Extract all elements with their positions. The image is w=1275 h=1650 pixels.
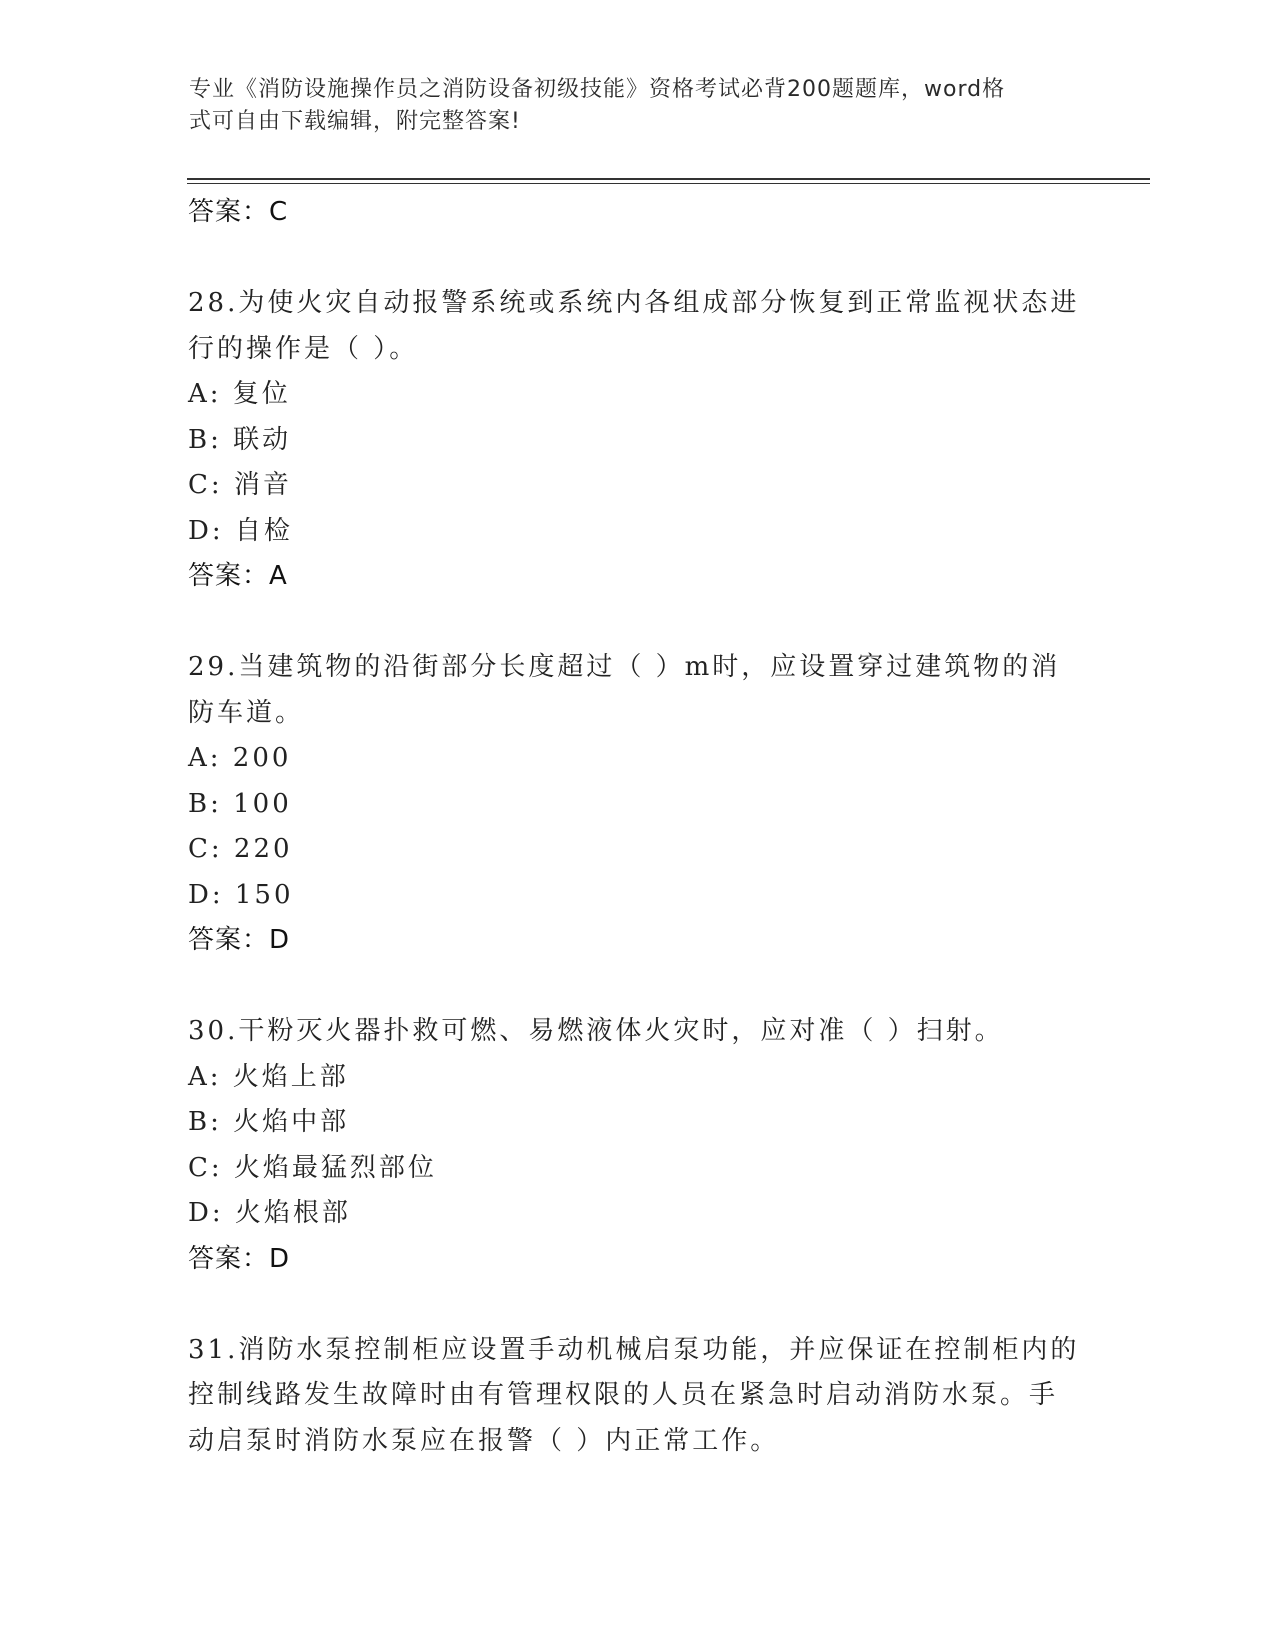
option-a: A: 200: [188, 743, 292, 773]
header-line-2: 式可自由下载编辑，附完整答案!: [189, 109, 521, 134]
question-stem-line: 30.干粉灭火器扑救可燃、易燃液体火灾时，应对准（ ）扫射。: [188, 1016, 1004, 1046]
option-c: C: 消音: [188, 470, 292, 500]
answer-line: 答案：D: [188, 925, 291, 955]
document-header: [189, 74, 1069, 138]
question-list: [188, 190, 1088, 1464]
option-b: B: 100: [188, 788, 292, 819]
header-line-1: 专业《消防设施操作员之消防设备初级技能》资格考试必背200题题库，word格: [189, 77, 1006, 102]
question-stem-line: 31.消防水泵控制柜应设置手动机械启泵功能，并应保证在控制柜内的: [188, 1334, 1080, 1365]
option-d: D: 150: [188, 879, 294, 910]
spacer: [188, 236, 1088, 282]
spacer: [188, 964, 1088, 1010]
question-stem-line: 防车道。: [188, 697, 305, 728]
question-stem-line: 动启泵时消防水泵应在报警（ ）内正常工作。: [188, 1425, 780, 1456]
option-c: C: 220: [188, 834, 293, 864]
question-stem-line: 28.为使火灾自动报警系统或系统内各组成部分恢复到正常监视状态进: [188, 288, 1080, 318]
question-stem-line: 行的操作是（ ）。: [188, 333, 419, 364]
previous-answer: 答案：C: [188, 197, 289, 227]
header-divider-thin: [187, 183, 1150, 184]
option-b: B: 联动: [188, 424, 292, 455]
question-30: [188, 1009, 1088, 1282]
answer-line: 答案：A: [188, 561, 288, 591]
option-d: D: 自检: [188, 515, 293, 546]
question-28: [188, 281, 1088, 600]
option-b: B: 火焰中部: [188, 1107, 350, 1137]
header-divider-thick: [187, 178, 1150, 180]
question-stem-line: 29.当建筑物的沿街部分长度超过（ ）m时，应设置穿过建筑物的消: [188, 652, 1061, 682]
spacer: [188, 1282, 1088, 1328]
option-a: A: 火焰上部: [188, 1061, 349, 1092]
option-c: C: 火焰最猛烈部位: [188, 1152, 437, 1183]
spacer: [188, 600, 1088, 646]
question-31: [188, 1328, 1088, 1465]
question-29: [188, 645, 1088, 964]
answer-line: 答案：D: [188, 1243, 291, 1274]
option-a: A: 复位: [188, 379, 291, 409]
question-stem-line: 控制线路发生故障时由有管理权限的人员在紧急时启动消防水泵。手: [188, 1380, 1059, 1410]
option-d: D: 火焰根部: [188, 1198, 351, 1228]
